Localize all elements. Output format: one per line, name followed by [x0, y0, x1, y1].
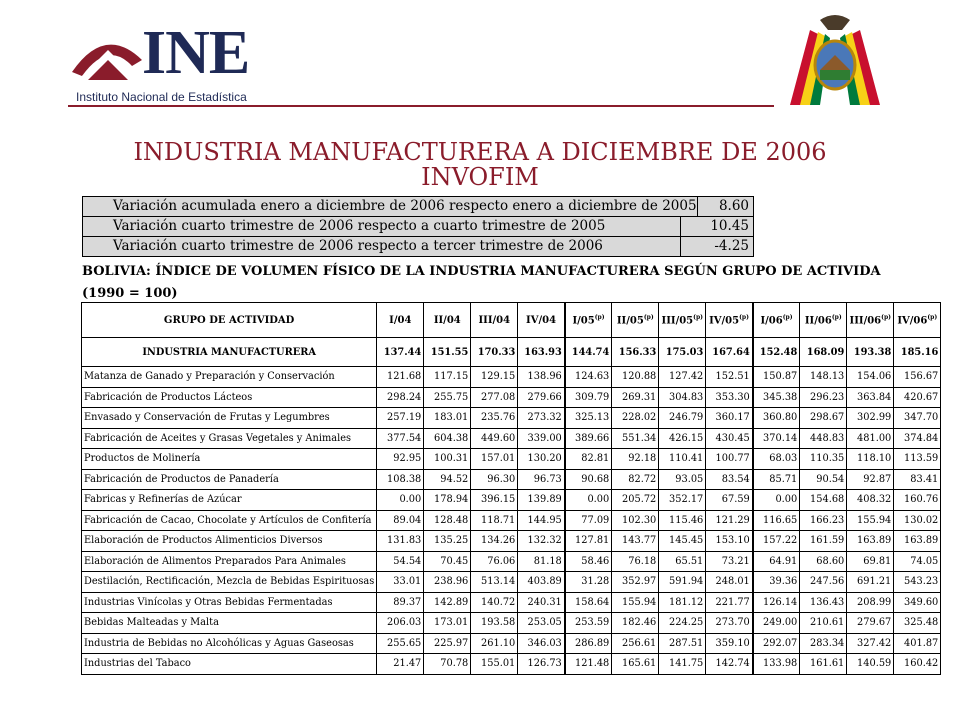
- activity-name: INDUSTRIA MANUFACTURERA: [82, 338, 377, 367]
- column-header: I/06$^{(p)}$: [753, 303, 800, 338]
- page-title: INDUSTRIA MANUFACTURERA A DICIEMBRE DE 2006: [133, 138, 827, 166]
- index-value: 352.17: [659, 490, 706, 511]
- page-subtitle: INVOFIM: [421, 163, 539, 191]
- index-value: 302.99: [847, 408, 894, 429]
- index-value: 121.48: [565, 654, 612, 675]
- index-value: 110.41: [659, 449, 706, 470]
- index-value: 175.03: [659, 338, 706, 367]
- index-value: 193.38: [847, 338, 894, 367]
- index-value: 21.47: [377, 654, 424, 675]
- index-value: 168.09: [800, 338, 847, 367]
- index-value: 359.10: [706, 633, 753, 654]
- index-value: 377.54: [377, 428, 424, 449]
- index-value: 89.04: [377, 510, 424, 531]
- index-value: 389.66: [565, 428, 612, 449]
- table-row: [82, 367, 941, 388]
- index-value: 691.21: [847, 572, 894, 593]
- index-value: 304.83: [659, 387, 706, 408]
- index-value: 92.87: [847, 469, 894, 490]
- index-value: 481.00: [847, 428, 894, 449]
- index-value: 0.00: [753, 490, 800, 511]
- index-value: 143.77: [612, 531, 659, 552]
- index-value: 352.97: [612, 572, 659, 593]
- index-value: 90.68: [565, 469, 612, 490]
- coat-of-arms-icon: [780, 10, 890, 110]
- index-value: 128.48: [424, 510, 471, 531]
- index-value: 127.42: [659, 367, 706, 388]
- table-row: [82, 531, 941, 552]
- index-value: 155.94: [847, 510, 894, 531]
- index-value: 142.74: [706, 654, 753, 675]
- activity-name: Fabricación de Aceites y Grasas Vegetales y Animales: [82, 428, 377, 449]
- index-value: 81.18: [518, 551, 565, 572]
- activity-name: Elaboración de Productos Alimenticios Diversos: [82, 531, 377, 552]
- index-value: 140.59: [847, 654, 894, 675]
- index-value: 167.64: [706, 338, 753, 367]
- column-header: II/05$^{(p)}$: [612, 303, 659, 338]
- index-value: 31.28: [565, 572, 612, 593]
- logo-text: INE: [142, 19, 250, 87]
- index-value: 224.25: [659, 613, 706, 634]
- index-value: 205.72: [612, 490, 659, 511]
- index-value: 126.73: [518, 654, 565, 675]
- table-row: [82, 613, 941, 634]
- index-value: 82.72: [612, 469, 659, 490]
- activity-index-table: [81, 302, 941, 675]
- index-value: 129.15: [471, 367, 518, 388]
- index-value: 408.32: [847, 490, 894, 511]
- table-row: [82, 510, 941, 531]
- column-header: III/06$^{(p)}$: [847, 303, 894, 338]
- index-value: 0.00: [377, 490, 424, 511]
- index-value: 77.09: [565, 510, 612, 531]
- index-value: 360.17: [706, 408, 753, 429]
- index-value: 82.81: [565, 449, 612, 470]
- index-value: 269.31: [612, 387, 659, 408]
- activity-name: Bebidas Malteadas y Malta: [82, 613, 377, 634]
- index-value: 426.15: [659, 428, 706, 449]
- index-value: 126.14: [753, 592, 800, 613]
- index-value: 591.94: [659, 572, 706, 593]
- index-value: 76.06: [471, 551, 518, 572]
- index-value: 163.93: [518, 338, 565, 367]
- index-value: 116.65: [753, 510, 800, 531]
- index-value: 155.94: [612, 592, 659, 613]
- index-value: 69.81: [847, 551, 894, 572]
- index-value: 124.63: [565, 367, 612, 388]
- index-value: 249.00: [753, 613, 800, 634]
- index-value: 346.03: [518, 633, 565, 654]
- index-value: 144.74: [565, 338, 612, 367]
- index-value: 178.94: [424, 490, 471, 511]
- index-value: 100.77: [706, 449, 753, 470]
- column-header: IV/05$^{(p)}$: [706, 303, 753, 338]
- index-value: 279.67: [847, 613, 894, 634]
- activity-name: Fabricas y Refinerías de Azúcar: [82, 490, 377, 511]
- index-value: 255.65: [377, 633, 424, 654]
- index-value: 154.06: [847, 367, 894, 388]
- column-header-group: GRUPO DE ACTIVIDAD: [82, 303, 377, 338]
- index-value: 296.23: [800, 387, 847, 408]
- index-value: 221.77: [706, 592, 753, 613]
- index-value: 228.02: [612, 408, 659, 429]
- index-value: 118.71: [471, 510, 518, 531]
- summary-value: 8.60: [697, 197, 753, 216]
- index-value: 360.80: [753, 408, 800, 429]
- summary-value: -4.25: [680, 237, 753, 256]
- index-value: 298.67: [800, 408, 847, 429]
- column-header: III/04: [471, 303, 518, 338]
- table-row-total: [82, 338, 941, 367]
- index-value: 68.03: [753, 449, 800, 470]
- index-value: 225.97: [424, 633, 471, 654]
- index-value: 257.19: [377, 408, 424, 429]
- column-header: III/05$^{(p)}$: [659, 303, 706, 338]
- index-value: 182.46: [612, 613, 659, 634]
- index-value: 151.55: [424, 338, 471, 367]
- index-value: 339.00: [518, 428, 565, 449]
- activity-name: Productos de Molinería: [82, 449, 377, 470]
- table-row: [82, 428, 941, 449]
- index-value: 449.60: [471, 428, 518, 449]
- index-value: 543.23: [894, 572, 941, 593]
- index-value: 253.05: [518, 613, 565, 634]
- index-value: 94.52: [424, 469, 471, 490]
- index-value: 298.24: [377, 387, 424, 408]
- index-value: 513.14: [471, 572, 518, 593]
- index-value: 96.73: [518, 469, 565, 490]
- index-value: 161.59: [800, 531, 847, 552]
- index-value: 76.18: [612, 551, 659, 572]
- index-value: 67.59: [706, 490, 753, 511]
- table-row: [82, 490, 941, 511]
- activity-name: Envasado y Conservación de Frutas y Legumbres: [82, 408, 377, 429]
- index-value: 325.48: [894, 613, 941, 634]
- index-value: 345.38: [753, 387, 800, 408]
- index-value: 165.61: [612, 654, 659, 675]
- index-value: 150.87: [753, 367, 800, 388]
- index-value: 166.23: [800, 510, 847, 531]
- index-value: 420.67: [894, 387, 941, 408]
- header-divider: [68, 105, 774, 107]
- index-value: 292.07: [753, 633, 800, 654]
- index-value: 139.89: [518, 490, 565, 511]
- index-value: 235.76: [471, 408, 518, 429]
- index-value: 65.51: [659, 551, 706, 572]
- index-value: 70.45: [424, 551, 471, 572]
- index-value: 96.30: [471, 469, 518, 490]
- index-value: 353.30: [706, 387, 753, 408]
- index-value: 246.79: [659, 408, 706, 429]
- index-value: 0.00: [565, 490, 612, 511]
- activity-name: Industrias Vinícolas y Otras Bebidas Fermentadas: [82, 592, 377, 613]
- index-value: 153.10: [706, 531, 753, 552]
- index-value: 277.08: [471, 387, 518, 408]
- index-value: 120.88: [612, 367, 659, 388]
- summary-row: [83, 216, 753, 236]
- index-value: 74.05: [894, 551, 941, 572]
- index-value: 152.51: [706, 367, 753, 388]
- index-value: 83.54: [706, 469, 753, 490]
- table-row: [82, 469, 941, 490]
- column-header: I/04: [377, 303, 424, 338]
- index-value: 160.76: [894, 490, 941, 511]
- index-value: 253.59: [565, 613, 612, 634]
- index-value: 117.15: [424, 367, 471, 388]
- index-value: 115.46: [659, 510, 706, 531]
- index-value: 448.83: [800, 428, 847, 449]
- summary-label: Variación cuarto trimestre de 2006 respecto a cuarto trimestre de 2005: [113, 218, 606, 234]
- summary-label: Variación acumulada enero a diciembre de 2006 respecto enero a diciembre de 2005: [113, 198, 697, 214]
- activity-name: Fabricación de Productos Lácteos: [82, 387, 377, 408]
- summary-box: [82, 196, 754, 257]
- index-value: 131.83: [377, 531, 424, 552]
- table-header-row: [82, 303, 941, 338]
- table-row: [82, 592, 941, 613]
- index-value: 247.56: [800, 572, 847, 593]
- index-value: 210.61: [800, 613, 847, 634]
- index-value: 100.31: [424, 449, 471, 470]
- column-header: IV/04: [518, 303, 565, 338]
- index-value: 73.21: [706, 551, 753, 572]
- activity-name: Elaboración de Alimentos Preparados Para Animales: [82, 551, 377, 572]
- index-value: 248.01: [706, 572, 753, 593]
- table-row: [82, 572, 941, 593]
- table-row: [82, 551, 941, 572]
- index-value: 157.01: [471, 449, 518, 470]
- index-value: 85.71: [753, 469, 800, 490]
- index-value: 170.33: [471, 338, 518, 367]
- index-value: 309.79: [565, 387, 612, 408]
- index-value: 134.26: [471, 531, 518, 552]
- index-value: 89.37: [377, 592, 424, 613]
- index-value: 145.45: [659, 531, 706, 552]
- summary-row: [83, 236, 753, 256]
- table-row: [82, 387, 941, 408]
- table-row: [82, 654, 941, 675]
- index-value: 156.67: [894, 367, 941, 388]
- summary-value: 10.45: [680, 217, 753, 236]
- index-value: 255.75: [424, 387, 471, 408]
- index-value: 325.13: [565, 408, 612, 429]
- index-value: 121.29: [706, 510, 753, 531]
- index-value: 327.42: [847, 633, 894, 654]
- activity-name: Industrias del Tabaco: [82, 654, 377, 675]
- activity-name: Industria de Bebidas no Alcohólicas y Aguas Gaseosas: [82, 633, 377, 654]
- index-value: 154.68: [800, 490, 847, 511]
- index-value: 401.87: [894, 633, 941, 654]
- index-value: 136.43: [800, 592, 847, 613]
- index-value: 148.13: [800, 367, 847, 388]
- index-value: 58.46: [565, 551, 612, 572]
- index-value: 370.14: [753, 428, 800, 449]
- index-value: 279.66: [518, 387, 565, 408]
- index-value: 206.03: [377, 613, 424, 634]
- activity-name: Matanza de Ganado y Preparación y Conservación: [82, 367, 377, 388]
- index-value: 118.10: [847, 449, 894, 470]
- activity-name: Fabricación de Productos de Panadería: [82, 469, 377, 490]
- index-value: 161.61: [800, 654, 847, 675]
- index-value: 163.89: [847, 531, 894, 552]
- index-value: 347.70: [894, 408, 941, 429]
- index-value: 208.99: [847, 592, 894, 613]
- index-value: 83.41: [894, 469, 941, 490]
- index-value: 261.10: [471, 633, 518, 654]
- index-value: 130.02: [894, 510, 941, 531]
- summary-row: [83, 197, 753, 216]
- index-value: 102.30: [612, 510, 659, 531]
- index-value: 273.70: [706, 613, 753, 634]
- index-value: 181.12: [659, 592, 706, 613]
- index-value: 604.38: [424, 428, 471, 449]
- table-row: [82, 633, 941, 654]
- column-header: II/06$^{(p)}$: [800, 303, 847, 338]
- summary-label: Variación cuarto trimestre de 2006 respecto a tercer trimestre de 2006: [113, 238, 603, 254]
- index-value: 138.96: [518, 367, 565, 388]
- index-value: 108.38: [377, 469, 424, 490]
- column-header: I/05$^{(p)}$: [565, 303, 612, 338]
- index-value: 92.18: [612, 449, 659, 470]
- index-value: 183.01: [424, 408, 471, 429]
- index-value: 90.54: [800, 469, 847, 490]
- index-value: 142.89: [424, 592, 471, 613]
- index-value: 173.01: [424, 613, 471, 634]
- column-header: II/04: [424, 303, 471, 338]
- index-value: 113.59: [894, 449, 941, 470]
- index-value: 127.81: [565, 531, 612, 552]
- index-value: 349.60: [894, 592, 941, 613]
- index-value: 283.34: [800, 633, 847, 654]
- index-value: 93.05: [659, 469, 706, 490]
- index-value: 64.91: [753, 551, 800, 572]
- index-value: 193.58: [471, 613, 518, 634]
- index-value: 33.01: [377, 572, 424, 593]
- index-value: 54.54: [377, 551, 424, 572]
- index-value: 160.42: [894, 654, 941, 675]
- index-value: 403.89: [518, 572, 565, 593]
- activity-name: Destilación, Rectificación, Mezcla de Bebidas Espirituosas: [82, 572, 377, 593]
- index-value: 273.32: [518, 408, 565, 429]
- index-value: 39.36: [753, 572, 800, 593]
- index-value: 140.72: [471, 592, 518, 613]
- index-value: 152.48: [753, 338, 800, 367]
- index-value: 363.84: [847, 387, 894, 408]
- activity-name: Fabricación de Cacao, Chocolate y Artículos de Confitería: [82, 510, 377, 531]
- index-value: 238.96: [424, 572, 471, 593]
- index-value: 157.22: [753, 531, 800, 552]
- index-value: 240.31: [518, 592, 565, 613]
- index-value: 256.61: [612, 633, 659, 654]
- index-value: 68.60: [800, 551, 847, 572]
- index-value: 121.68: [377, 367, 424, 388]
- index-value: 185.16: [894, 338, 941, 367]
- table-title: BOLIVIA: ÍNDICE DE VOLUMEN FÍSICO DE LA INDUSTRIA MANUFACTURERA SEGÚN GRUPO DE ACTIVIDA: [82, 264, 881, 279]
- index-value: 141.75: [659, 654, 706, 675]
- index-value: 155.01: [471, 654, 518, 675]
- index-value: 551.34: [612, 428, 659, 449]
- table-row: [82, 449, 941, 470]
- index-value: 156.33: [612, 338, 659, 367]
- index-value: 163.89: [894, 531, 941, 552]
- index-value: 158.64: [565, 592, 612, 613]
- index-value: 430.45: [706, 428, 753, 449]
- index-value: 137.44: [377, 338, 424, 367]
- index-value: 92.95: [377, 449, 424, 470]
- index-value: 144.95: [518, 510, 565, 531]
- index-value: 286.89: [565, 633, 612, 654]
- table-row: [82, 408, 941, 429]
- column-header: IV/06$^{(p)}$: [894, 303, 941, 338]
- index-value: 374.84: [894, 428, 941, 449]
- index-value: 110.35: [800, 449, 847, 470]
- index-value: 70.78: [424, 654, 471, 675]
- index-value: 132.32: [518, 531, 565, 552]
- table-base-note: (1990 = 100): [82, 286, 178, 301]
- index-value: 130.20: [518, 449, 565, 470]
- index-value: 287.51: [659, 633, 706, 654]
- index-value: 135.25: [424, 531, 471, 552]
- index-value: 133.98: [753, 654, 800, 675]
- logo-subtitle: Instituto Nacional de Estadística: [76, 90, 247, 104]
- index-value: 396.15: [471, 490, 518, 511]
